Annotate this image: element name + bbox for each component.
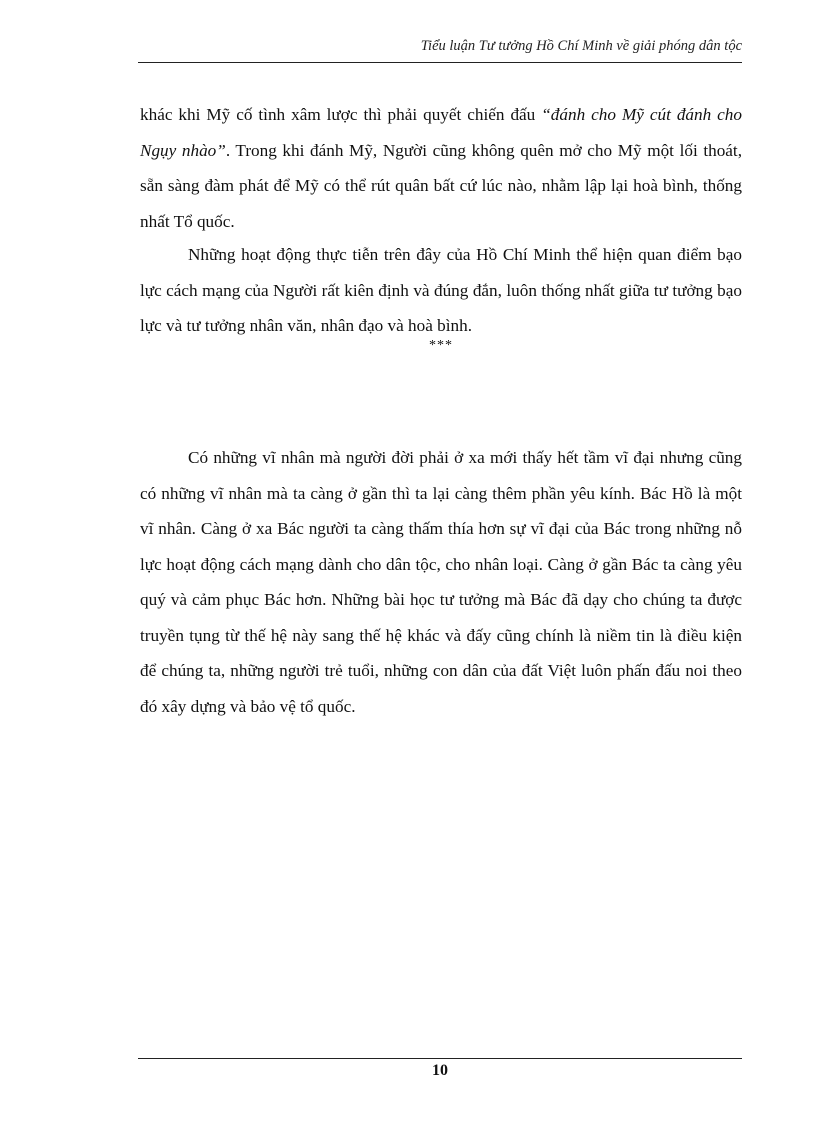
running-header: Tiểu luận Tư tưởng Hồ Chí Minh về giải phóng dân tộc: [420, 38, 742, 54]
header-rule: [138, 62, 742, 63]
paragraph-1-quote: “đánh cho Mỹ cút đánh cho Ngụy nhào”: [140, 105, 742, 160]
paragraph-1-text-continued: . Trong khi đánh Mỹ, Người cũng không quên mở cho Mỹ một lối thoát, sẵn sàng đàm phát để Mỹ có thể rút quân bất cứ lúc nào, nhằm lập lại hoà bình, thống nhất Tổ quốc.: [140, 140, 742, 231]
paragraph-1: [140, 97, 742, 239]
paragraph-1-text: khác khi Mỹ cố tình xâm lược thì phải quyết chiến đấu: [140, 105, 542, 124]
section-separator: ***: [429, 338, 453, 353]
footer-rule: [138, 1058, 742, 1059]
paragraph-2: Những hoạt động thực tiễn trên đây của Hồ Chí Minh thể hiện quan điểm bạo lực cách mạng của Người rất kiên định và đúng đắn, luôn thống nhất giữa tư tưởng bạo lực và tư tưởng nhân văn, nhân đạo và hoà bình.: [140, 245, 742, 335]
page-number: 10: [432, 1062, 448, 1079]
paragraph-3: Có những vĩ nhân mà người đời phải ở xa mới thấy hết tầm vĩ đại nhưng cũng có những vĩ nhân mà ta càng ở gần thì ta lại càng thêm phần yêu kính. Bác Hồ là một vĩ nhân. Càng ở xa Bác người ta càng thấm thía hơn sự vĩ đại của Bác trong những nỗ lực hoạt động cách mạng dành cho dân tộc, cho nhân loại. Càng ở gần Bác ta càng yêu quý và cảm phục Bác hơn. Những bài học tư tưởng mà Bác đã dạy cho chúng ta được truyền tụng từ thế hệ này sang thế hệ khác và đấy cũng chính là niềm tin là điều kiện để chúng ta, những người trẻ tuổi, những con dân của đất Việt luôn phấn đấu noi theo đó xây dựng và bảo vệ tổ quốc.: [140, 448, 742, 716]
